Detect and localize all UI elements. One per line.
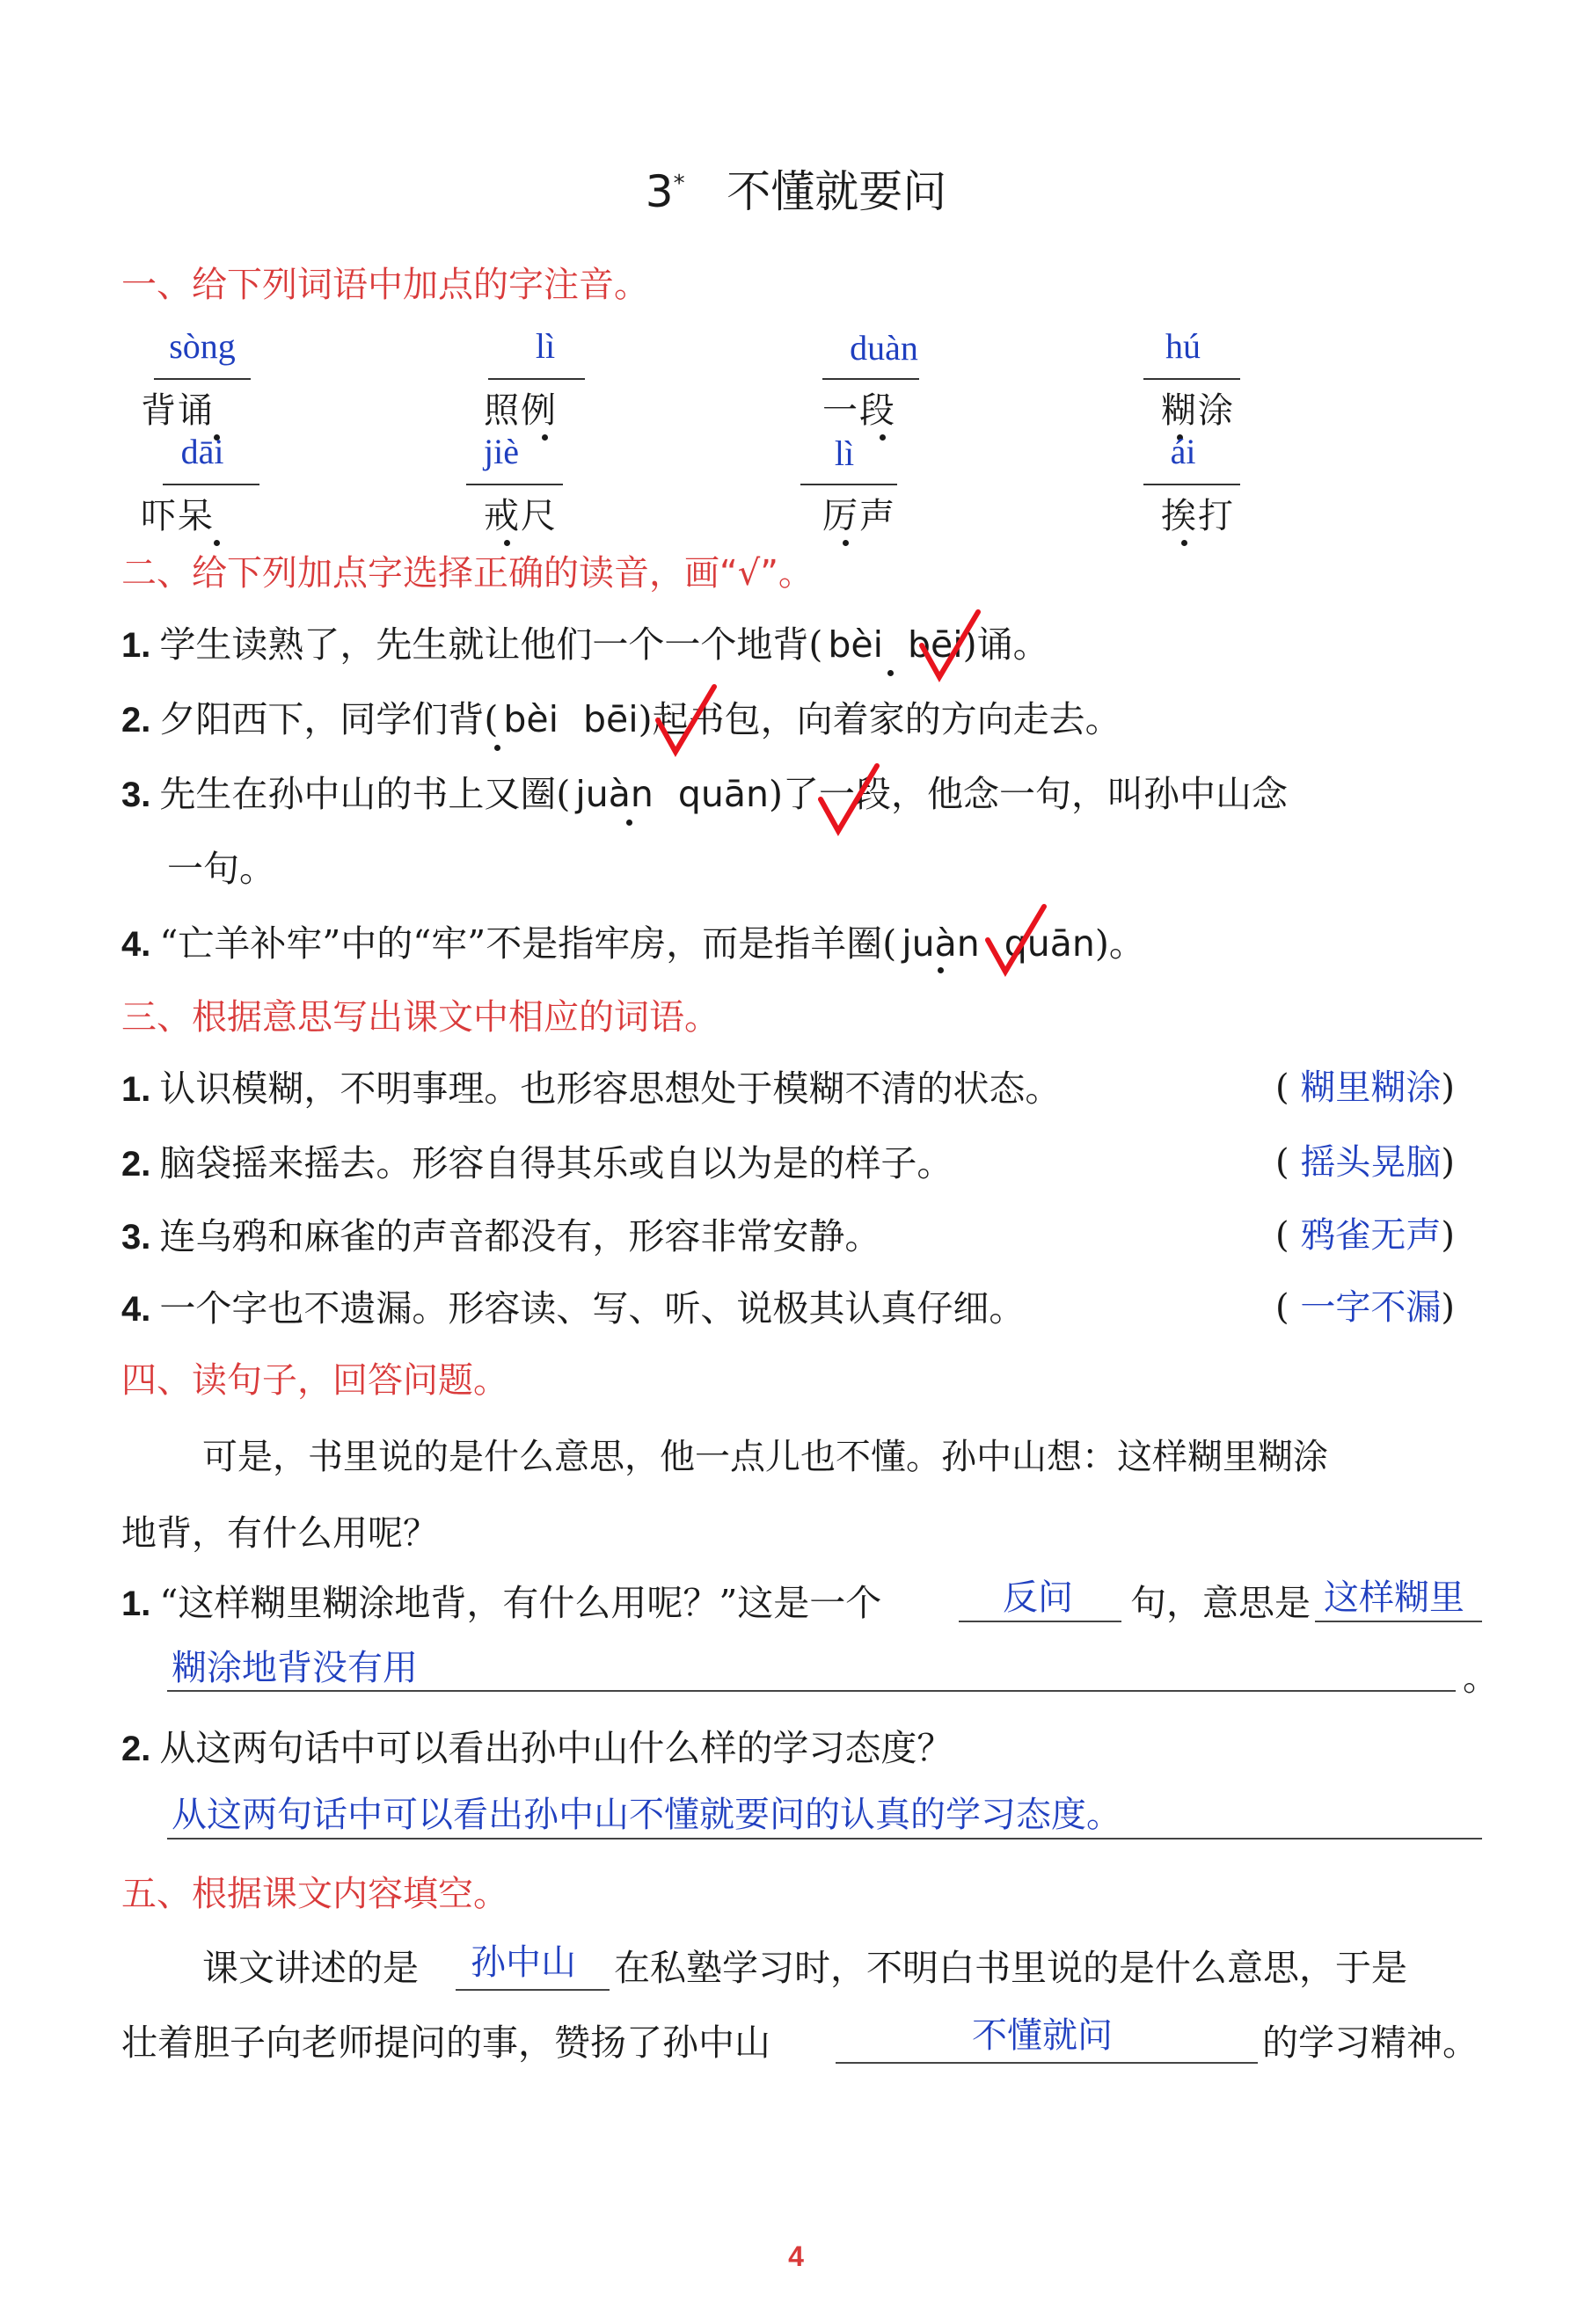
lesson-title: 不懂就要问: [727, 166, 947, 217]
question-3-2: 2. 脑袋摇来摇去。形容自得其乐或自以为是的样子。: [121, 1142, 953, 1184]
question-2-3-continued: 一句。: [167, 848, 275, 890]
option-2: quān: [677, 773, 769, 815]
option-2: bēi: [583, 698, 639, 740]
fill-line-2-before: 壮着胆子向老师提问的事，赞扬了孙中山: [121, 2022, 770, 2064]
word: 挨打: [1161, 496, 1235, 536]
option-1: bèi: [828, 623, 884, 666]
question-4-1: 1. “这样糊里糊涂地背，有什么用呢？”这是一个: [121, 1582, 882, 1624]
word: 背诵: [141, 390, 215, 431]
passage-line-1: 可是，书里说的是什么意思，他一点儿也不懂。孙中山想：这样糊里糊涂: [202, 1437, 1328, 1477]
answer-text: 不懂就问: [972, 2015, 1113, 2056]
word: 戒尺: [484, 496, 558, 536]
word: 糊涂: [1161, 390, 1235, 431]
page-title: [0, 157, 1592, 220]
word: 照例: [484, 390, 558, 431]
check-mark-icon: [915, 607, 985, 686]
answer-parens: ( 鸦雀无声): [1275, 1215, 1455, 1256]
question-4-2: 2. 从这两句话中可以看出孙中山什么样的学习态度？: [121, 1727, 953, 1769]
answer-line: [959, 1621, 1121, 1622]
fill-line-1-after: 在私塾学习时，不明白书里说的是什么意思，于是: [614, 1947, 1407, 1989]
answer-line: [1315, 1621, 1482, 1622]
answer-text: 糊里糊涂: [1300, 1067, 1442, 1108]
word: 厉声: [822, 496, 896, 536]
pinyin-line: [466, 484, 563, 485]
pinyin-line: [163, 484, 259, 485]
section1-heading: 一、给下列词语中加点的字注音。: [121, 265, 649, 305]
question-2-2: 2. 夕阳西下，同学们背( bèi bēi)起书包，向着家的方向走去。: [121, 698, 1121, 740]
pinyin-answer: duàn: [850, 328, 918, 368]
emphasis-dot: [494, 745, 500, 751]
fill-line-1-before: 课文讲述的是: [202, 1947, 419, 1989]
answer-line: [836, 2062, 1258, 2064]
pinyin-answer: dāi: [180, 432, 224, 471]
emphasis-dot: [843, 540, 849, 546]
sentence-end: 。: [1463, 1657, 1499, 1699]
section3-heading: 三、根据意思写出课文中相应的词语。: [121, 997, 719, 1038]
word: 一段: [822, 390, 896, 431]
question-3-3: 3. 连乌鸦和麻雀的声音都没有，形容非常安静。: [121, 1215, 881, 1257]
pinyin-answer: ái: [1170, 432, 1196, 471]
answer-line: [167, 1838, 1482, 1840]
section2-heading: 二、给下列加点字选择正确的读音，画“√”。: [121, 553, 814, 594]
question-3-4: 4. 一个字也不遗漏。形容读、写、听、说极其认真仔细。: [121, 1287, 1026, 1330]
section5-heading: 五、根据课文内容填空。: [121, 1874, 508, 1914]
pinyin-line: [154, 378, 251, 380]
pinyin-answer: lì: [834, 433, 855, 473]
emphasis-dot: [887, 670, 894, 676]
passage-line-2: 地背，有什么用呢？: [121, 1513, 438, 1554]
pinyin-line: [488, 378, 585, 380]
page-number: 4: [788, 2240, 804, 2272]
question-3-1: 1. 认识模糊，不明事理。也形容思想处于模糊不清的状态。: [121, 1067, 1062, 1110]
option-1: bèi: [503, 698, 559, 740]
answer-parens: ( 一字不漏): [1275, 1287, 1455, 1328]
option-1: juàn: [575, 773, 654, 815]
answer-parens: ( 糊里糊涂): [1275, 1067, 1455, 1108]
answer-parens: ( 摇头晃脑): [1275, 1142, 1455, 1183]
answer-line: [456, 1989, 610, 1991]
emphasis-dot: [938, 967, 944, 973]
pinyin-line: [1143, 484, 1240, 485]
answer-text: 孙中山: [471, 1942, 576, 1983]
pinyin-answer: sòng: [169, 326, 236, 366]
answer-text: 一字不漏: [1300, 1287, 1442, 1328]
pinyin-answer: hú: [1165, 326, 1201, 366]
pinyin-line: [1143, 378, 1240, 380]
option-1: juàn: [902, 922, 980, 965]
answer-text: 从这两句话中可以看出孙中山不懂就要问的认真的学习态度。: [172, 1795, 1121, 1835]
answer-text: 糊涂地背没有用: [172, 1648, 418, 1688]
fill-line-2-after: 的学习精神。: [1262, 2022, 1479, 2064]
emphasis-dot: [626, 820, 632, 826]
option-2: bēi: [908, 623, 963, 666]
emphasis-dot: [1181, 540, 1187, 546]
pinyin-line: [822, 378, 919, 380]
question-4-1-mid: 句，意思是: [1130, 1582, 1311, 1624]
pinyin-answer: lì: [535, 326, 556, 366]
check-mark-icon: [981, 901, 1051, 980]
answer-text: 鸦雀无声: [1300, 1215, 1442, 1256]
section4-heading: 四、读句子，回答问题。: [121, 1360, 508, 1401]
check-mark-icon: [651, 681, 721, 761]
answer-text: 反问: [1003, 1577, 1073, 1618]
answer-line: [167, 1690, 1456, 1692]
pinyin-line: [800, 484, 897, 485]
question-2-4: 4. “亡羊补牢”中的“牢”不是指牢房，而是指羊圈( juàn quān)。: [121, 922, 1145, 965]
pinyin-answer: jiè: [484, 432, 519, 471]
answer-text: 这样糊里: [1324, 1577, 1464, 1618]
word: 吓呆: [141, 496, 215, 536]
question-2-3: 3. 先生在孙中山的书上又圈( juàn quān)了一段，他念一句，叫孙中山念: [121, 773, 1288, 815]
check-mark-icon: [814, 761, 884, 840]
answer-text: 摇头晃脑: [1300, 1142, 1442, 1183]
question-2-1: 1. 学生读熟了，先生就让他们一个一个地背( bèi bēi)诵。: [121, 623, 1049, 666]
option-2: quān: [1004, 922, 1095, 965]
lesson-star: *: [673, 171, 685, 197]
lesson-number: 3: [645, 166, 674, 217]
